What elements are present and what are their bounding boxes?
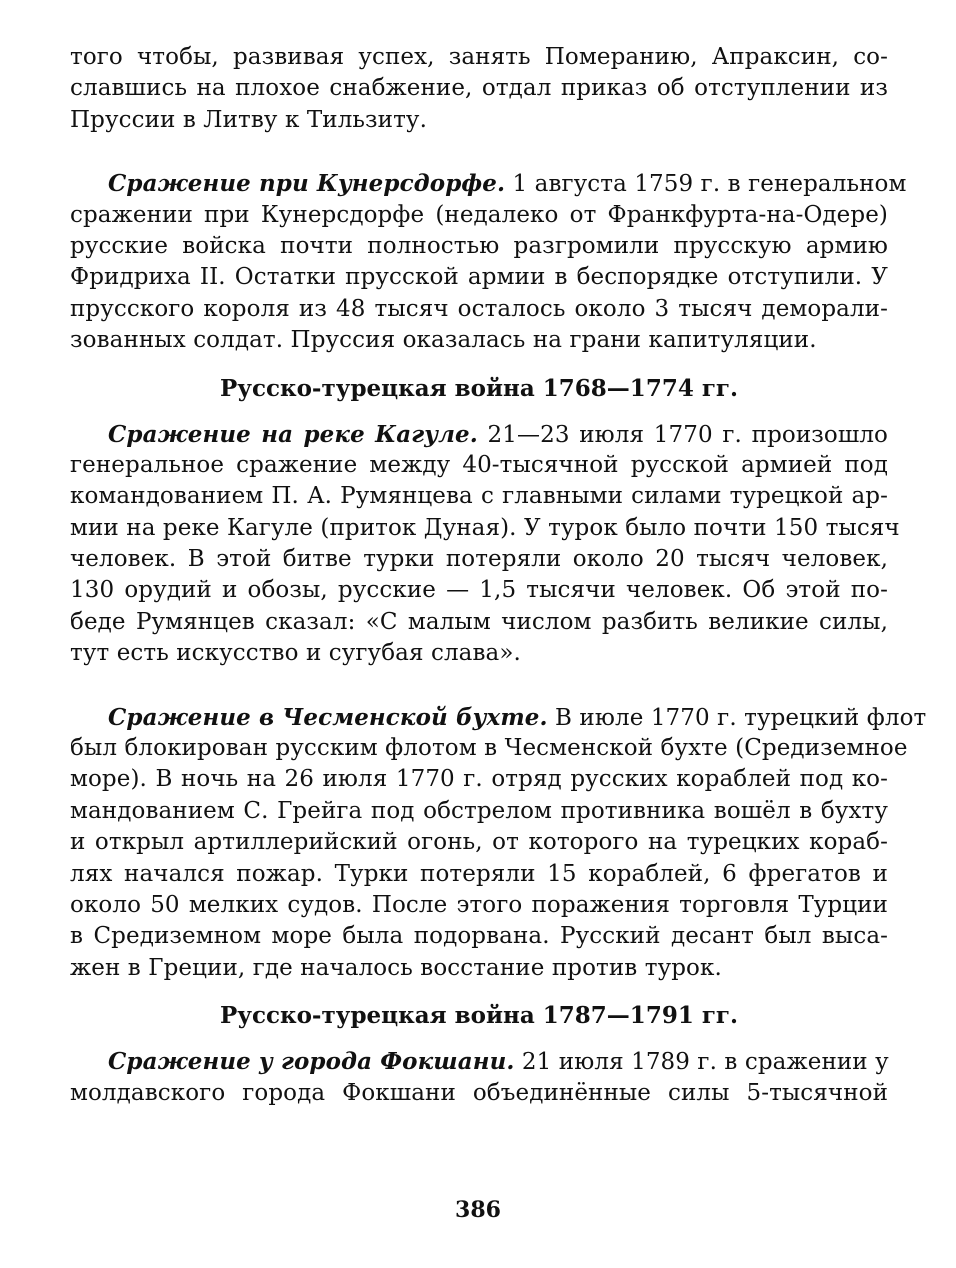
paragraph-first-line: [70, 1046, 888, 1077]
kunersdorf-paragraph: [70, 168, 907, 356]
text-line: жен в Греции, где началось восстание против турок.: [70, 954, 722, 981]
text-line: тут есть искусство и сугубая слава».: [70, 640, 521, 667]
page-number: 386: [455, 1197, 501, 1223]
section-heading: Русско-турецкая война 1768—1774 гг.: [219, 374, 739, 402]
paragraph-first-line: [70, 702, 927, 733]
text-line: мандованием С. Грейга под обстрелом противника вошёл в бухту: [70, 797, 888, 824]
text-line: и открыл артиллерийский огонь, от которого на турецких кораб-: [70, 829, 888, 856]
text-line: Пруссии в Литву к Тильзиту.: [70, 106, 427, 133]
paragraph-lead: Сражение у города Фокшани.: [108, 1048, 515, 1076]
text-fragment: 21 июля 1789 г. в сражении у: [514, 1049, 889, 1076]
paragraph-first-line: [70, 419, 888, 450]
chesma-paragraph: [70, 702, 927, 985]
text-line: в Средиземном море была подорвана. Русский десант был выса-: [70, 923, 888, 950]
text-line: мии на реке Кагуле (приток Дуная). У турок было почти 150 тысяч: [70, 514, 900, 541]
text-fragment: 1 августа 1759 г. в генеральном: [505, 171, 907, 198]
text-line: 130 орудий и обозы, русские — 1,5 тысячи человек. Об этой по-: [70, 577, 888, 604]
text-line: генеральное сражение между 40-тысячной русской армией под: [70, 451, 888, 478]
text-line: лях начался пожар. Турки потеряли 15 кораблей, 6 фрегатов и: [70, 860, 888, 887]
text-line: того чтобы, развивая успех, занять Померанию, Апраксин, со-: [70, 44, 888, 70]
focsani-paragraph: [70, 1046, 888, 1109]
kagul-paragraph: [70, 419, 900, 670]
text-line: человек. В этой битве турки потеряли около 20 тысяч человек,: [70, 546, 888, 573]
text-line: был блокирован русским флотом в Чесменской бухте (Средиземное: [70, 735, 908, 762]
text-fragment: 21—23 июля 1770 г. произошло: [477, 421, 889, 448]
paragraph-first-line: [70, 168, 907, 199]
text-line: беде Румянцев сказал: «С малым числом разбить великие силы,: [70, 608, 888, 635]
text-line: командованием П. А. Румянцева с главными силами турецкой ар-: [70, 483, 888, 510]
section-heading: Русско-турецкая война 1787—1791 гг.: [219, 1002, 739, 1030]
text-line: зованных солдат. Пруссия оказалась на грани капитуляции.: [70, 327, 817, 354]
text-line: море). В ночь на 26 июля 1770 г. отряд русских кораблей под ко-: [70, 766, 888, 793]
text-line: около 50 мелких судов. После этого поражения торговля Турции: [70, 891, 888, 918]
page-content: [70, 42, 927, 1109]
text-line: славшись на плохое снабжение, отдал приказ об отступлении из: [70, 75, 888, 102]
text-fragment: В июле 1770 г. турецкий флот: [547, 704, 927, 731]
paragraph-lead: Сражение при Кунерсдорфе.: [108, 170, 506, 198]
text-line: сражении при Кунерсдорфе (недалеко от Франкфурта-на-Одере): [70, 201, 888, 228]
text-line: прусского короля из 48 тысяч осталось около 3 тысяч деморали-: [70, 295, 888, 322]
paragraph-lead: Сражение на реке Кагуле.: [108, 420, 478, 448]
text-line: русские войска почти полностью разгромили прусскую армию: [70, 232, 888, 259]
text-line: молдавского города Фокшани объединённые силы 5-тысячной: [70, 1079, 888, 1106]
paragraph-lead: Сражение в Чесменской бухте.: [108, 703, 548, 731]
text-line: Фридриха II. Остатки прусской армии в беспорядке отступили. У: [70, 264, 888, 291]
intro-paragraph: [70, 42, 888, 136]
